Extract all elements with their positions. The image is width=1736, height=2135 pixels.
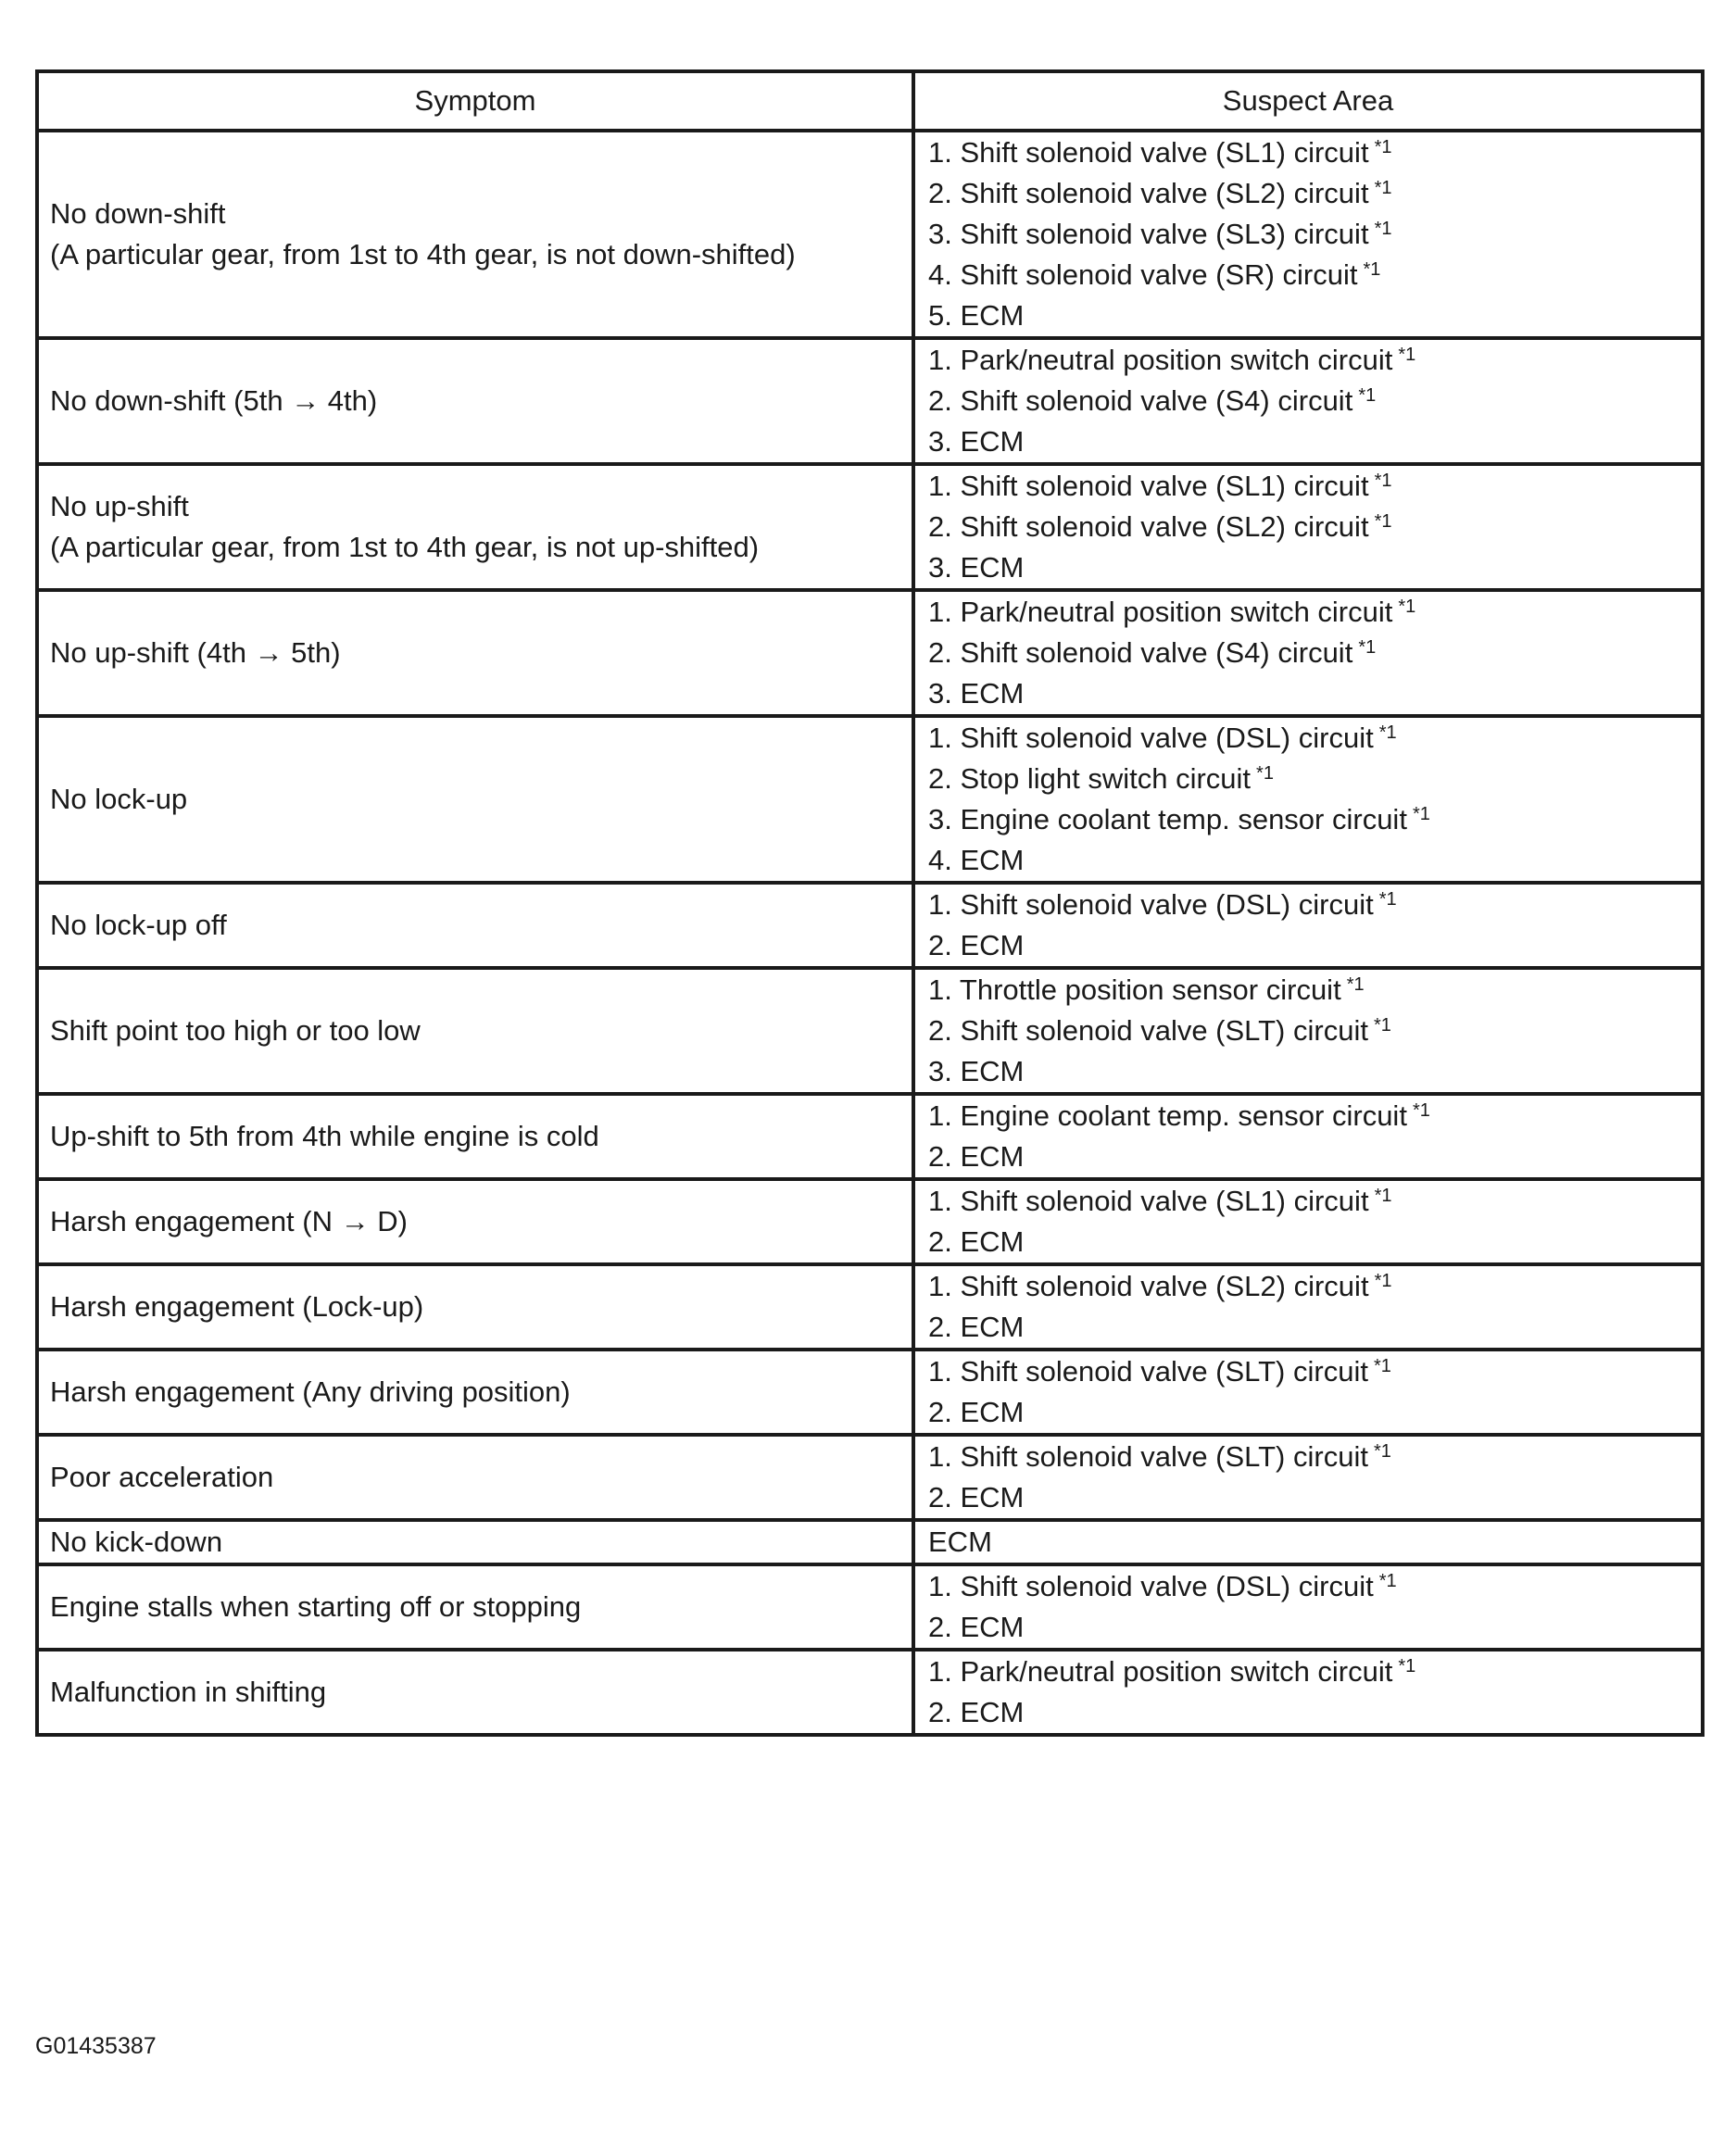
symptom-cell	[37, 1179, 913, 1264]
suspect-area-cell	[913, 1179, 1703, 1264]
suspect-area-item	[928, 507, 1690, 547]
suspect-area-text: 2. ECM	[928, 1611, 1025, 1643]
symptom-cell	[37, 338, 913, 464]
suspect-area-header: Suspect Area	[913, 71, 1703, 131]
suspect-area-text: 2. Shift solenoid valve (SL2) circuit	[928, 177, 1369, 209]
suspect-area-text: 1. Shift solenoid valve (SL1) circuit	[928, 470, 1369, 502]
suspect-area-text: 2. Shift solenoid valve (SL2) circuit	[928, 510, 1369, 543]
table-row	[37, 1650, 1703, 1735]
suspect-area-item	[928, 1692, 1690, 1733]
footnote-marker: *1	[1346, 974, 1365, 995]
footnote-marker: *1	[1256, 763, 1274, 784]
suspect-area-text: 1. Shift solenoid valve (SLT) circuit	[928, 1355, 1368, 1388]
suspect-area-text: 2. ECM	[928, 1396, 1025, 1428]
suspect-area-item	[928, 340, 1690, 381]
suspect-area-text: 2. ECM	[928, 1696, 1025, 1728]
suspect-area-item	[928, 885, 1690, 925]
suspect-area-item	[928, 466, 1690, 507]
suspect-area-item	[928, 1266, 1690, 1307]
suspect-area-text: 1. Shift solenoid valve (SL2) circuit	[928, 1270, 1369, 1302]
suspect-area-item	[928, 1011, 1690, 1051]
suspect-area-item	[928, 132, 1690, 173]
footnote-marker: *1	[1412, 804, 1430, 824]
suspect-area-item	[928, 970, 1690, 1011]
suspect-area-cell	[913, 883, 1703, 968]
suspect-area-item	[928, 592, 1690, 633]
suspect-area-item	[928, 1307, 1690, 1348]
symptom-cell	[37, 1520, 913, 1564]
suspect-area-cell	[913, 716, 1703, 883]
symptom-line: Shift point too high or too low	[50, 1014, 421, 1047]
footnote-marker: *1	[1358, 385, 1377, 406]
suspect-area-item	[928, 1437, 1690, 1477]
table-row	[37, 1564, 1703, 1650]
footnote-marker: *1	[1374, 137, 1392, 157]
suspect-area-text: 2. Shift solenoid valve (S4) circuit	[928, 384, 1353, 417]
suspect-area-item	[928, 1566, 1690, 1607]
table-row	[37, 1179, 1703, 1264]
suspect-area-cell	[913, 1520, 1703, 1564]
symptom-line: No lock-up	[50, 783, 188, 815]
suspect-area-cell	[913, 464, 1703, 590]
suspect-area-cell	[913, 1650, 1703, 1735]
figure-id: G01435387	[35, 2033, 157, 2059]
suspect-area-text: 4. ECM	[928, 844, 1025, 876]
suspect-area-text: 3. ECM	[928, 425, 1025, 458]
symptom-line: Harsh engagement (Any driving position)	[50, 1375, 571, 1408]
suspect-area-text: 5. ECM	[928, 299, 1025, 332]
footnote-marker: *1	[1373, 1441, 1391, 1462]
suspect-area-text: 1. Park/neutral position switch circuit	[928, 344, 1393, 376]
footnote-marker: *1	[1374, 1271, 1392, 1291]
table-row	[37, 1520, 1703, 1564]
suspect-area-cell	[913, 1564, 1703, 1650]
footnote-marker: *1	[1378, 722, 1397, 743]
suspect-area-cell	[913, 590, 1703, 716]
suspect-area-item	[928, 759, 1690, 799]
suspect-area-text: 3. Engine coolant temp. sensor circuit	[928, 803, 1407, 835]
symptom-cell	[37, 1435, 913, 1520]
symptom-header: Symptom	[37, 71, 913, 131]
suspect-area-item	[928, 1222, 1690, 1262]
suspect-area-item	[928, 633, 1690, 673]
suspect-area-item	[928, 214, 1690, 255]
suspect-area-text: 1. Shift solenoid valve (SL1) circuit	[928, 1185, 1369, 1217]
suspect-area-text: 2. ECM	[928, 1140, 1025, 1173]
suspect-area-item	[928, 1051, 1690, 1092]
table-body	[37, 131, 1703, 1735]
suspect-area-item	[928, 840, 1690, 881]
suspect-area-text: 4. Shift solenoid valve (SR) circuit	[928, 258, 1358, 291]
symptom-line: Harsh engagement (N → D)	[50, 1205, 408, 1237]
suspect-area-item	[928, 1522, 1690, 1563]
suspect-area-item	[928, 295, 1690, 336]
suspect-area-item	[928, 673, 1690, 714]
suspect-area-item	[928, 1137, 1690, 1177]
symptom-cell	[37, 1564, 913, 1650]
symptom-cell	[37, 883, 913, 968]
suspect-area-item	[928, 1607, 1690, 1648]
footnote-marker: *1	[1398, 345, 1416, 365]
suspect-area-text: 2. ECM	[928, 1311, 1025, 1343]
symptom-cell	[37, 1650, 913, 1735]
symptom-line: Poor acceleration	[50, 1461, 274, 1493]
symptom-line: No down-shift	[50, 197, 226, 230]
suspect-area-cell	[913, 1435, 1703, 1520]
symptom-line: No lock-up off	[50, 909, 227, 941]
suspect-area-item	[928, 718, 1690, 759]
symptom-cell	[37, 716, 913, 883]
suspect-area-item	[928, 547, 1690, 588]
suspect-area-cell	[913, 1350, 1703, 1435]
suspect-area-cell	[913, 968, 1703, 1094]
suspect-area-item	[928, 173, 1690, 214]
table-row	[37, 1264, 1703, 1350]
table-row	[37, 968, 1703, 1094]
symptom-line: Harsh engagement (Lock-up)	[50, 1290, 424, 1323]
suspect-area-text: 3. ECM	[928, 677, 1025, 710]
symptom-line: No down-shift (5th → 4th)	[50, 384, 378, 417]
suspect-area-item	[928, 799, 1690, 840]
symptom-cell	[37, 131, 913, 338]
symptom-line: Up-shift to 5th from 4th while engine is cold	[50, 1120, 599, 1152]
suspect-area-text: 1. Shift solenoid valve (SLT) circuit	[928, 1440, 1368, 1473]
suspect-area-text: 1. Throttle position sensor circuit	[928, 973, 1341, 1006]
symptom-line: No kick-down	[50, 1526, 223, 1558]
table-row	[37, 338, 1703, 464]
suspect-area-item	[928, 1477, 1690, 1518]
suspect-area-item	[928, 1392, 1690, 1433]
symptom-cell	[37, 590, 913, 716]
table-row	[37, 131, 1703, 338]
footnote-marker: *1	[1412, 1100, 1430, 1121]
suspect-area-cell	[913, 1264, 1703, 1350]
table-row	[37, 1435, 1703, 1520]
symptom-cell	[37, 1350, 913, 1435]
suspect-area-text: 2. Shift solenoid valve (SLT) circuit	[928, 1014, 1368, 1047]
suspect-area-text: 2. Shift solenoid valve (S4) circuit	[928, 636, 1353, 669]
suspect-area-item	[928, 255, 1690, 295]
suspect-area-text: 2. ECM	[928, 929, 1025, 961]
footnote-marker: *1	[1378, 889, 1397, 910]
suspect-area-item	[928, 1096, 1690, 1137]
suspect-area-item	[928, 1651, 1690, 1692]
suspect-area-text: 1. Park/neutral position switch circuit	[928, 596, 1393, 628]
suspect-area-item	[928, 925, 1690, 966]
symptom-line: No up-shift (4th → 5th)	[50, 636, 341, 669]
suspect-area-text: 1. Shift solenoid valve (DSL) circuit	[928, 722, 1374, 754]
symptom-cell	[37, 968, 913, 1094]
table-row	[37, 590, 1703, 716]
suspect-area-text: 1. Park/neutral position switch circuit	[928, 1655, 1393, 1688]
footnote-marker: *1	[1378, 1571, 1397, 1591]
suspect-area-text: 3. ECM	[928, 1055, 1025, 1087]
symptom-line: (A particular gear, from 1st to 4th gear, is not up-shifted)	[50, 531, 760, 563]
suspect-area-text: 2. ECM	[928, 1481, 1025, 1513]
suspect-area-text: 2. Stop light switch circuit	[928, 762, 1252, 795]
symptom-cell	[37, 1094, 913, 1179]
header-row	[37, 71, 1703, 131]
suspect-area-cell	[913, 131, 1703, 338]
suspect-area-item	[928, 421, 1690, 462]
symptom-table	[35, 69, 1705, 1737]
suspect-area-text: 2. ECM	[928, 1225, 1025, 1258]
suspect-area-text: 3. ECM	[928, 551, 1025, 584]
symptom-line: Engine stalls when starting off or stopping	[50, 1590, 582, 1623]
suspect-area-cell	[913, 1094, 1703, 1179]
suspect-area-text: 3. Shift solenoid valve (SL3) circuit	[928, 218, 1369, 250]
table-row	[37, 883, 1703, 968]
symptom-cell	[37, 1264, 913, 1350]
suspect-area-text: 1. Shift solenoid valve (DSL) circuit	[928, 1570, 1374, 1602]
suspect-area-text: ECM	[928, 1526, 992, 1558]
suspect-area-item	[928, 381, 1690, 421]
table-row	[37, 1350, 1703, 1435]
suspect-area-text: 1. Shift solenoid valve (DSL) circuit	[928, 888, 1374, 921]
footnote-marker: *1	[1398, 597, 1416, 617]
footnote-marker: *1	[1374, 1186, 1392, 1206]
table-row	[37, 464, 1703, 590]
footnote-marker: *1	[1358, 637, 1377, 658]
suspect-area-cell	[913, 338, 1703, 464]
footnote-marker: *1	[1374, 178, 1392, 198]
footnote-marker: *1	[1373, 1015, 1391, 1036]
suspect-area-text: 1. Shift solenoid valve (SL1) circuit	[928, 136, 1369, 169]
suspect-area-item	[928, 1351, 1690, 1392]
footnote-marker: *1	[1398, 1656, 1416, 1677]
suspect-area-text: 1. Engine coolant temp. sensor circuit	[928, 1099, 1407, 1132]
footnote-marker: *1	[1363, 259, 1381, 280]
table-row	[37, 716, 1703, 883]
footnote-marker: *1	[1374, 471, 1392, 491]
table-row	[37, 1094, 1703, 1179]
footnote-marker: *1	[1373, 1356, 1391, 1376]
footnote-marker: *1	[1374, 219, 1392, 239]
symptom-cell	[37, 464, 913, 590]
suspect-area-item	[928, 1181, 1690, 1222]
symptom-line: (A particular gear, from 1st to 4th gear, is not down-shifted)	[50, 238, 796, 270]
footnote-marker: *1	[1374, 511, 1392, 532]
symptom-line: Malfunction in shifting	[50, 1676, 327, 1708]
symptom-line: No up-shift	[50, 490, 189, 522]
